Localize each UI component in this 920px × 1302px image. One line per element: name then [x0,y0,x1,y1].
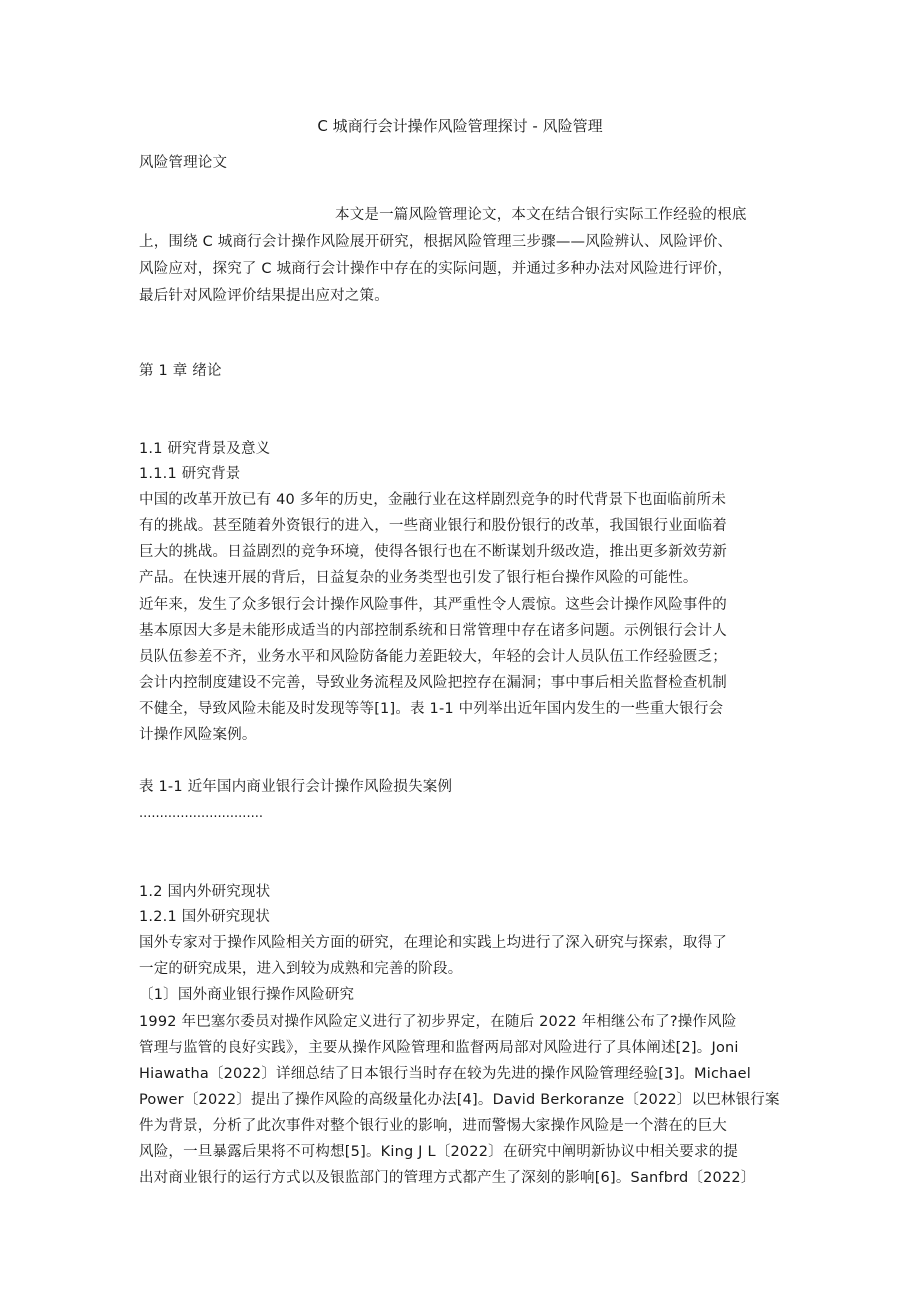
section-heading-1-1-1: 1.1.1 研究背景 [139,466,241,482]
paragraph-line: 近年来，发生了众多银行会计操作风险事件，其严重性令人震惊。这些会计操作风险事件的 [139,597,727,613]
paragraph-line: 管理与监管的良好实践》，主要从操作风险管理和监督两局部对风险进行了具体阐述[2]。Joni [139,1040,739,1056]
paragraph-line: 计操作风险案例。 [139,727,257,743]
document-title: C 城商行会计操作风险管理探讨 - 风险管理 [317,117,603,135]
paragraph-line: 风险，一旦暴露后果将不可构想[5]。King J L〔2022〕在研究中阐明新协议中相关要求的提 [139,1144,739,1160]
paragraph-line: 员队伍参差不齐，业务水平和风险防备能力差距较大，年轻的会计人员队伍工作经验匮乏； [139,649,727,665]
paragraph-line: 会计内控制度建设不完善，导致业务流程及风险把控存在漏洞；事中事后相关监督检查机制 [139,675,727,691]
abstract-line: 本文是一篇风险管理论文，本文在结合银行实际工作经验的根底 [335,207,747,223]
chapter-heading: 第 1 章 绪论 [139,363,222,379]
paragraph-line: 不健全，导致风险未能及时发现等等[1]。表 1-1 中列举出近年国内发生的一些重大银行会 [139,701,724,717]
table-placeholder: .............................. [139,806,263,821]
section-heading-1-1: 1.1 研究背景及意义 [139,441,271,457]
paragraph-line: 产品。在快速开展的背后，日益复杂的业务类型也引发了银行柜台操作风险的可能性。 [139,570,698,586]
abstract-line: 最后针对风险评价结果提出应对之策。 [139,288,389,304]
paragraph-line: Hiawatha〔2022〕详细总结了日本银行当时存在较为先进的操作风险管理经验[3]。Michael [139,1066,751,1082]
paragraph-line: 基本原因大多是未能形成适当的内部控制系统和日常管理中存在诸多问题。示例银行会计人 [139,623,727,639]
abstract-line: 风险应对，探究了 C 城商行会计操作中存在的实际问题，并通过多种办法对风险进行评价， [139,261,733,277]
section-heading-1-2: 1.2 国内外研究现状 [139,884,271,900]
paragraph-line: 1992 年巴塞尔委员对操作风险定义进行了初步界定，在随后 2022 年相继公布了?操作风险 [139,1014,737,1030]
document-category: 风险管理论文 [139,155,228,171]
paragraph-line: 中国的改革开放已有 40 多年的历史，金融行业在这样剧烈竞争的时代背景下也面临前所未 [139,492,727,508]
paragraph-line: 巨大的挑战。日益剧烈的竞争环境，使得各银行也在不断谋划升级改造，推出更多新效劳新 [139,544,727,560]
paragraph-line: 出对商业银行的运行方式以及银监部门的管理方式都产生了深刻的影响[6]。Sanfbrd〔2022〕 [139,1170,756,1186]
abstract-line: 上，围绕 C 城商行会计操作风险展开研究，根据风险管理三步骤——风险辨认、风险评价、 [139,234,733,250]
paragraph-line: 一定的研究成果，进入到较为成熟和完善的阶段。 [139,961,463,977]
table-caption: 表 1-1 近年国内商业银行会计操作风险损失案例 [139,779,453,795]
paragraph-line: 件为背景，分析了此次事件对整个银行业的影响，进而警惕大家操作风险是一个潜在的巨大 [139,1118,727,1134]
paragraph-line: 有的挑战。甚至随着外资银行的进入，一些商业银行和股份银行的改革，我国银行业面临着 [139,518,727,534]
paragraph-line: 国外专家对于操作风险相关方面的研究，在理论和实践上均进行了深入研究与探索，取得了 [139,935,727,951]
section-heading-1-2-1: 1.2.1 国外研究现状 [139,909,270,925]
subheading: 〔1〕国外商业银行操作风险研究 [139,987,355,1003]
paragraph-line: Power〔2022〕提出了操作风险的高级量化办法[4]。David Berkoranze〔2022〕以巴林银行案 [139,1092,780,1108]
